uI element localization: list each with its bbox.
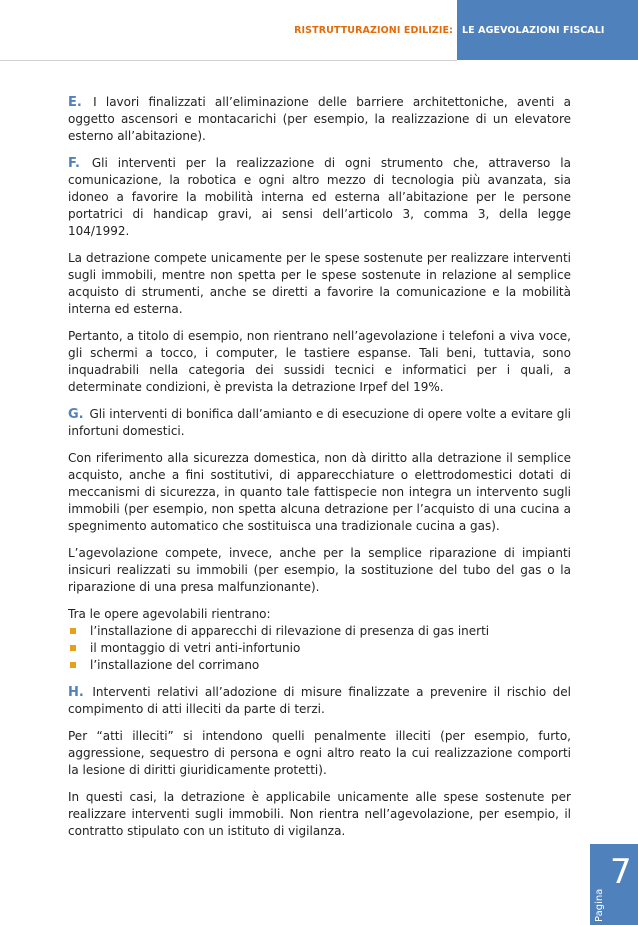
list-item-text: il montaggio di vetri anti-infortunio (90, 641, 301, 655)
square-bullet-icon (70, 662, 76, 668)
list-intro: Tra le opere agevolabili rientrano: (68, 607, 271, 621)
list-item-text: l’installazione del corrimano (90, 658, 260, 672)
paragraph-atti-illeciti: Per “atti illeciti” si intendono quelli penalmente illeciti (per esempio, furto, aggressione, sequestro di persona e ogni altro reato la cui realizzazione comporti la lesione di diritti giuridicamente protetti). (68, 729, 571, 777)
paragraph-pertanto: Pertanto, a titolo di esempio, non rientrano nell’agevolazione i telefoni a viva voce, gli schermi a tocco, i computer, le tastiere espanse. Tali beni, tuttavia, sono inquadrabili nella categoria dei sussidi tecnici e informatici per i quali, a determinate condizioni, è prevista la detrazione Irpef del 19%. (68, 329, 571, 394)
paragraph-in-questi-casi: In questi casi, la detrazione è applicabile unicamente alle spese sostenute per realizzare interventi sugli immobili. Non rientra nell’agevolazione, per esempio, il contratto stipulato con un istituto di vigilanza. (68, 790, 571, 838)
header-right-title: LE AGEVOLAZIONI FISCALI (462, 25, 605, 36)
square-bullet-icon (70, 645, 76, 651)
paragraph-h-text: Interventi relativi all’adozione di misure finalizzate a prevenire il rischio del compimento di atti illeciti da parte di terzi. (68, 685, 571, 716)
letter-h: H. (68, 685, 84, 700)
paragraph-e-text: I lavori finalizzati all’eliminazione delle barriere architettoniche, aventi a oggetto ascensori e montacarichi (per esempio, la realizzazione di un elevatore esterno all’abitazione). (68, 95, 571, 143)
paragraph-detrazione: La detrazione compete unicamente per le spese sostenute per realizzare interventi sugli immobili, mentre non spetta per le spese sostenute in relazione al semplice acquisto di strumenti, anche se diretti a favorire la comunicazione e la mobilità interna ed esterna. (68, 251, 571, 316)
paragraph-e (68, 94, 571, 145)
header-left-title: RISTRUTTURAZIONI EDILIZIE: (294, 25, 453, 36)
paragraph-h (68, 684, 571, 718)
paragraph-f (68, 155, 571, 240)
list-item (68, 623, 571, 640)
list-item-text: l’installazione di apparecchi di rilevazione di presenza di gas inerti (90, 624, 490, 638)
header-left-band (0, 0, 457, 61)
opere-list (68, 623, 571, 674)
paragraph-g (68, 406, 571, 440)
letter-e: E. (68, 95, 82, 110)
page-label: Pagina (594, 888, 605, 922)
page-number: 7 (610, 852, 632, 892)
paragraph-g-text: Gli interventi di bonifica dall’amianto e di esecuzione di opere volte a evitare gli infortuni domestici. (68, 407, 571, 438)
list-item (68, 657, 571, 674)
header-right-band (457, 0, 638, 60)
letter-g: G. (68, 407, 84, 422)
list-item (68, 640, 571, 657)
paragraph-sicurezza: Con riferimento alla sicurezza domestica, non dà diritto alla detrazione il semplice acquisto, anche a fini sostitutivi, di apparecchiature o elettrodomestici dotati di meccanismi di sicurezza, in quanto tale fattispecie non integra un intervento sugli immobili (per esempio, non spetta alcuna detrazione per l’acquisto di una cucina a spegnimento automatico che sostituisca una tradizionale cucina a gas). (68, 451, 571, 533)
paragraph-f-text: Gli interventi per la realizzazione di ogni strumento che, attraverso la comunicazione, la robotica e ogni altro mezzo di tecnologia più avanzata, sia idoneo a favorire la mobilità interna ed esterna all’abitazione per le persone portatrici di handicap gravi, ai sensi dell’articolo 3, comma 3, della legge 104/1992. (68, 156, 571, 238)
square-bullet-icon (70, 628, 76, 634)
letter-f: F. (68, 156, 80, 171)
main-content (68, 94, 571, 850)
page-number-box (590, 844, 638, 925)
paragraph-agevolazione: L’agevolazione compete, invece, anche per la semplice riparazione di impianti insicuri realizzati su immobili (per esempio, la sostituzione del tubo del gas o la riparazione di una presa malfunzionante). (68, 546, 571, 594)
